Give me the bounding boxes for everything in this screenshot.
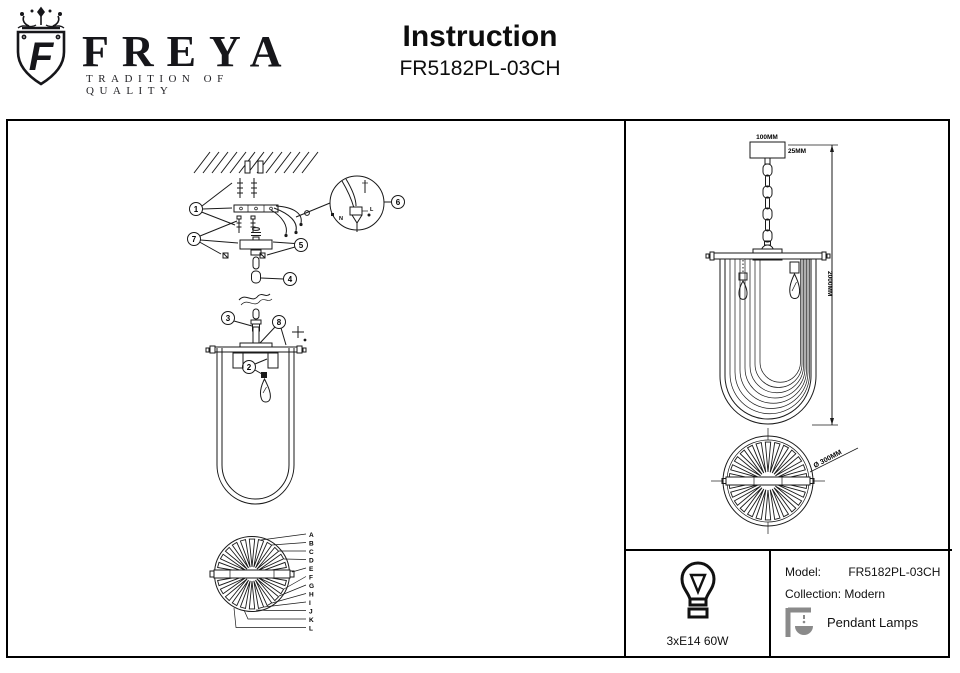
svg-text:F: F [28,35,54,79]
callout-2 [243,359,268,374]
bulb-icon [674,559,722,627]
lamp-top-assembly [206,327,306,368]
bulb-spec-label: 3xE14 60W [666,634,729,648]
dim-shade-diameter: Ø 300MM [812,449,844,470]
svg-text:7: 7 [191,235,197,244]
main-frame [6,119,950,658]
svg-text:F: F [309,574,313,582]
front-view-bulbs [739,260,800,299]
suspension-chain [239,250,272,331]
brand-name: FREYA [82,27,295,76]
dim-canopy-height: 25MM [788,148,807,155]
dim-overall-height: 2000MM [826,271,833,297]
svg-text:L: L [309,625,313,633]
callout-3 [222,312,253,327]
pendant-lamp-icon [785,607,819,641]
screw-plus-icon [292,326,306,341]
ceiling-hatch [194,152,318,173]
header [0,0,960,115]
dimension-drawing [626,121,952,549]
bracket-screws [237,216,256,233]
mounting-bracket [234,205,278,212]
supply-wires [271,203,330,237]
svg-text:J: J [309,608,313,616]
svg-text:H: H [309,591,314,599]
collection-value: Modern [844,587,886,601]
part-letter-labels [309,532,314,633]
candle-bulb [261,372,271,402]
title-block [310,20,650,81]
product-info-cell [771,551,950,656]
callout-4 [261,273,297,286]
canopy-front-view [750,142,785,164]
svg-text:1: 1 [193,205,199,214]
svg-text:B: B [309,540,314,548]
wiring-detail [330,176,384,232]
model-label: Model: [785,565,822,579]
svg-text:4: 4 [287,275,293,284]
spec-panel [626,549,952,656]
freya-logo [10,4,310,104]
svg-text:K: K [309,617,314,624]
hanging-chain [762,164,774,257]
model-row [785,565,940,579]
wire-label-l: L [370,207,374,213]
pendant-strips [720,259,816,424]
callout-8 [260,316,306,346]
svg-text:6: 6 [395,198,401,207]
model-value: FR5182PL-03CH [848,565,941,579]
canopy-exploded [240,237,272,249]
freya-crest-icon [10,4,72,96]
top-view-circle [711,428,858,534]
model-code: FR5182PL-03CH [399,57,561,80]
category-label: Pendant Lamps [827,615,919,630]
collection-label: Collection: [785,587,842,601]
brand-tagline: TRADITION OF QUALITY [86,73,229,97]
wire-label-n: N [339,216,343,222]
svg-text:8: 8 [276,318,282,327]
dim-canopy-diameter: 100MM [756,134,778,141]
callout-1 [190,183,236,225]
assembly-diagram [8,121,624,656]
pendant-top-bar [706,249,830,260]
svg-text:3: 3 [225,314,231,323]
callout-7 [188,221,239,254]
svg-text:C: C [309,549,314,556]
svg-text:I: I [309,600,311,607]
lamp-frame [217,348,294,504]
svg-text:2: 2 [246,363,252,372]
svg-text:5: 5 [298,241,304,250]
svg-text:G: G [309,583,315,590]
callout-6 [384,196,405,209]
bulb-spec-cell [626,551,769,656]
collection-row [785,587,885,601]
svg-text:D: D [309,557,314,565]
svg-text:A: A [309,532,314,539]
page-title: Instruction [402,20,558,53]
anchor-screws [237,178,257,198]
svg-text:E: E [309,566,314,573]
callout-5 [267,239,308,256]
